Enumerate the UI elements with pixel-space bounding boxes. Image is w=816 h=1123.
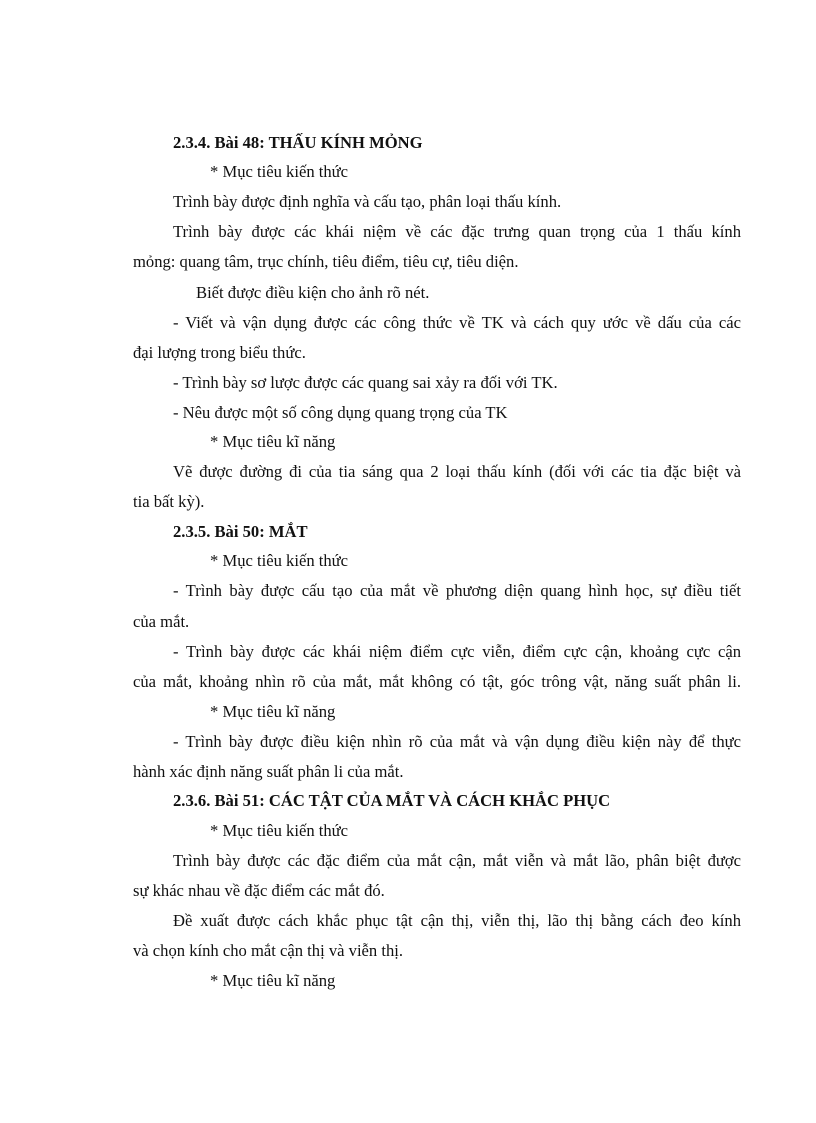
paragraph-line: - Trình bày được điều kiện nhìn rõ của mắt và vận dụng điều kiện này để thực — [173, 732, 741, 751]
paragraph-line: đại lượng trong biểu thức. — [133, 343, 306, 362]
paragraph-line: mỏng: quang tâm, trục chính, tiêu điểm, tiêu cự, tiêu diện. — [133, 252, 519, 271]
paragraph-line: Trình bày được các khái niệm về các đặc trưng quan trọng của 1 thấu kính — [173, 222, 741, 241]
paragraph-line: - Trình bày được cấu tạo của mắt về phương diện quang hình học, sự điều tiết — [173, 581, 741, 600]
paragraph-line: và chọn kính cho mắt cận thị và viễn thị. — [133, 941, 404, 960]
paragraph-line: Trình bày được các đặc điểm của mắt cận, mắt viễn và mắt lão, phân biệt được — [173, 851, 741, 870]
paragraph-line: tia bất kỳ). — [133, 492, 205, 511]
paragraph-line: Đề xuất được cách khắc phục tật cận thị, viễn thị, lão thị bằng cách đeo kính — [173, 911, 741, 930]
section-heading-2-3-5: 2.3.5. Bài 50: MẮT — [173, 522, 308, 541]
paragraph-line: - Nêu được một số công dụng quang trọng của TK — [173, 403, 508, 422]
objective-skill-label: * Mục tiêu kĩ năng — [210, 971, 336, 990]
paragraph-line: của mắt, khoảng nhìn rõ của mắt, mắt không có tật, góc trông vật, năng suất phân li. — [133, 672, 741, 691]
paragraph-line: của mắt. — [133, 612, 190, 631]
paragraph-line: Biết được điều kiện cho ảnh rõ nét. — [196, 283, 430, 302]
paragraph-line: - Viết và vận dụng được các công thức về TK và cách quy ước về dấu của các — [173, 313, 741, 332]
objective-knowledge-label: * Mục tiêu kiến thức — [210, 551, 349, 570]
section-heading-2-3-4: 2.3.4. Bài 48: THẤU KÍNH MỎNG — [173, 133, 423, 152]
paragraph-line: - Trình bày sơ lược được các quang sai xảy ra đối với TK. — [173, 373, 558, 392]
paragraph-line: sự khác nhau về đặc điểm các mắt đó. — [133, 881, 385, 900]
objective-skill-label: * Mục tiêu kĩ năng — [210, 432, 336, 451]
objective-knowledge-label: * Mục tiêu kiến thức — [210, 162, 349, 181]
paragraph-line: Trình bày được định nghĩa và cấu tạo, phân loại thấu kính. — [173, 192, 562, 211]
objective-skill-label: * Mục tiêu kĩ năng — [210, 702, 336, 721]
paragraph-line: hành xác định năng suất phân li của mắt. — [133, 762, 404, 781]
paragraph-line: - Trình bày được các khái niệm điểm cực viễn, điểm cực cận, khoảng cực cận — [173, 642, 741, 661]
paragraph-line: Vẽ được đường đi của tia sáng qua 2 loại thấu kính (đối với các tia đặc biệt và — [173, 462, 741, 481]
objective-knowledge-label: * Mục tiêu kiến thức — [210, 821, 349, 840]
section-heading-2-3-6: 2.3.6. Bài 51: CÁC TẬT CỦA MẮT VÀ CÁCH KHẮC PHỤC — [173, 791, 611, 810]
